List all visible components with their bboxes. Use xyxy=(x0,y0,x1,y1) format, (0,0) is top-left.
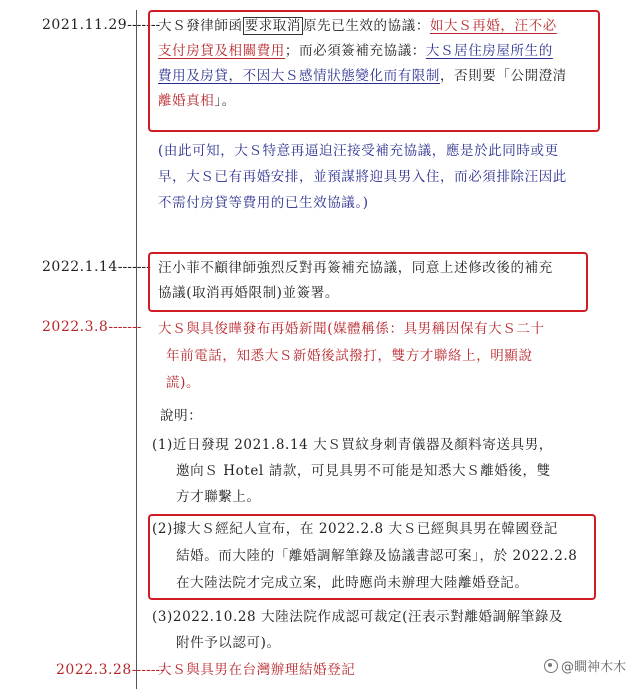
date-dash: ------- xyxy=(108,319,142,335)
entry3-line2: 年前電話，知悉大Ｓ新婚後試撥打，雙方才聯絡上，明顯說 xyxy=(166,348,533,364)
note1-line2: 早，大Ｓ已有再婚安排，並預謀將迎具男入住，而必須排除汪因此 xyxy=(158,169,567,185)
note1-text xyxy=(158,138,608,216)
date-text: 2022.3.8 xyxy=(42,319,109,335)
entry4-text: 大Ｓ與具男在台灣辦理結婚登記 xyxy=(158,662,356,678)
note1-line3: 不需付房貸等費用的已生效協議。) xyxy=(158,195,369,211)
entry2-line2: 協議(取消再婚限制)並簽署。 xyxy=(158,285,339,301)
watermark: @瞷神木木 xyxy=(544,656,626,675)
entry2-text xyxy=(158,256,588,306)
keyword-box: 要求取消 xyxy=(244,18,302,34)
entry3-line1: 大Ｓ與具俊曄發布再婚新聞(媒體稱係：具男稱因保有大Ｓ二十 xyxy=(158,321,545,337)
date-dash: ------- xyxy=(117,259,151,275)
date-2022-3-8 xyxy=(42,319,141,335)
date-text: 2022.1.14 xyxy=(42,259,118,275)
date-2022-1-14 xyxy=(42,259,151,275)
entry1-line2: 支付房貸及相關費用；而必須簽補充協議：大Ｓ居住房屋所生的 xyxy=(158,43,553,59)
watermark-logo-icon xyxy=(544,659,558,673)
date-text: 2021.11.29 xyxy=(42,17,128,33)
date-dash: ------- xyxy=(127,17,161,33)
entry1-line1: 大Ｓ發律師函 要求取消 原先已生效的協議：如大Ｓ再婚，汪不必 xyxy=(158,18,557,34)
explain-item3: (3)2022.10.28 大陸法院作成認可裁定(汪表示對離婚調解筆錄及 附件予以認可)。 xyxy=(152,609,564,651)
explain-item2: (2)據大Ｓ經紀人宣布，在 2022.2.8 大Ｓ已經與具男在韓國登記 結婚。而大陸的「離婚調解筆錄及協議書認可案」，於 2022.2.8 在大陸法院才完成立案，此時應尚未辦理大陸離婚登記。 xyxy=(152,521,578,591)
date-2022-3-28 xyxy=(56,662,165,678)
timeline-line xyxy=(136,10,137,689)
entry1-line3: 費用及房貸，不因大Ｓ感情狀態變化而有限制，否則要「公開澄清 xyxy=(158,68,567,84)
date-text: 2022.3.28 xyxy=(56,662,132,678)
entry1-text xyxy=(158,14,598,114)
entry2-line1: 汪小菲不顧律師強烈反對再簽補充協議，同意上述修改後的補充 xyxy=(158,260,553,276)
note1-line1: (由此可知，大Ｓ特意再逼迫汪接受補充協議，應是於此同時或更 xyxy=(158,143,559,159)
entry1-line4: 離婚真相」。 xyxy=(158,93,236,109)
date-2021-11-29 xyxy=(42,17,160,33)
entry3-line3: 謊)。 xyxy=(166,375,201,391)
explain-item1: (1)近日發現 2021.8.14 大Ｓ買紋身刺青儀器及顏料寄送具男， 邀向Ｓ Hotel 請款，可見具男不可能是知悉大Ｓ離婚後，雙 方才聯繫上。 xyxy=(152,437,553,505)
entry3-text xyxy=(158,316,598,397)
explain-title: 說明： xyxy=(160,408,203,424)
date-dash: ------- xyxy=(131,662,165,678)
